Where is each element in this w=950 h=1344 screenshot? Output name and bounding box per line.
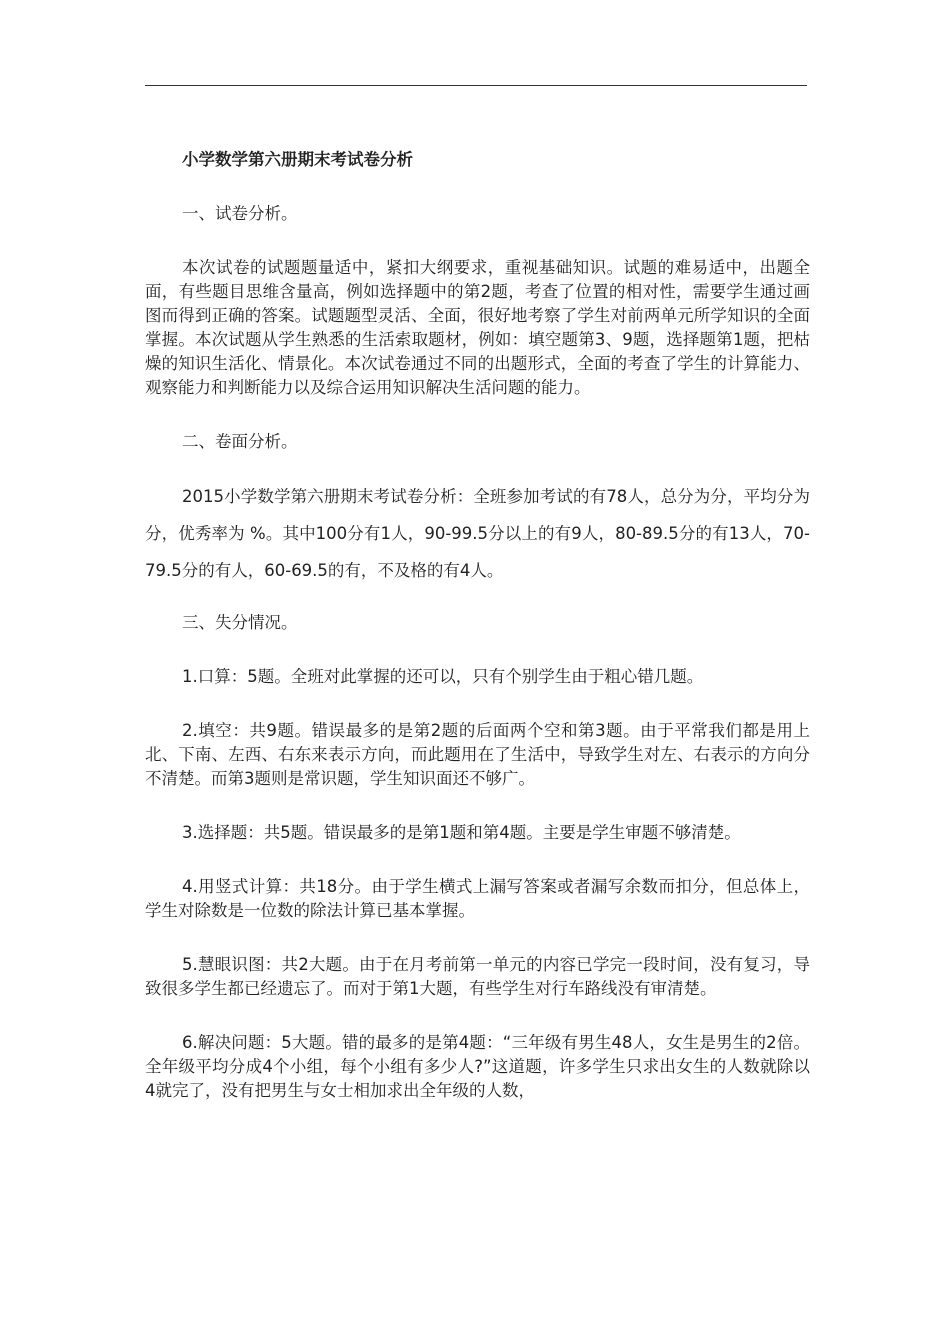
score-analysis-paragraph: 2015小学数学第六册期末考试卷分析：全班参加考试的有78人，总分为分，平均分为 分，优秀率为 %。其中100分有1人，90-99.5分以上的有9人，80-89.5分的有13人，70-79.5分的有人，60-69.5的有，不及格的有4人。	[145, 487, 810, 580]
header-rule	[145, 85, 807, 86]
paper-analysis-paragraph: 本次试卷的试题题量适中，紧扣大纲要求，重视基础知识。试题的难易适中，出题全面，有些题目思维含量高，例如选择题中的第2题，考查了位置的相对性，需要学生通过画图而得到正确的答案。试题题型灵活、全面，很好地考察了学生对前两单元所学知识的全面掌握。本次试题从学生熟悉的生活索取题材，例如：填空题第3、9题，选择题第1题，把枯燥的知识生活化、情景化。本次试卷通过不同的出题形式，全面的考查了学生的计算能力、观察能力和判断能力以及综合运用知识解决生活问题的能力。	[145, 258, 810, 397]
lost-points-item-picture-reading: 5.慧眼识图：共2大题。由于在月考前第一单元的内容已学完一段时间，没有复习，导致很多学生都已经遗忘了。而对于第1大题，有些学生对行车路线没有审清楚。	[145, 955, 810, 998]
lost-points-item-vertical-calc: 4.用竖式计算：共18分。由于学生横式上漏写答案或者漏写余数而扣分，但总体上，学生对除数是一位数的除法计算已基本掌握。	[145, 877, 810, 920]
document-body	[145, 148, 810, 1133]
lost-points-item-fill-blank: 2.填空：共9题。错误最多的是第2题的后面两个空和第3题。由于平常我们都是用上北、下南、左西、右东来表示方向，而此题用在了生活中，导致学生对左、右表示的方向分不清楚。而第3题则是常识题，学生知识面还不够广。	[145, 721, 810, 788]
lost-points-item-problem-solving: 6.解决问题：5大题。错的最多的是第4题：“三年级有男生48人，女生是男生的2倍。全年级平均分成4个小组，每个小组有多少人?”这道题，许多学生只求出女生的人数就除以4就完了，没有把男生与女士相加求出全年级的人数，	[145, 1033, 810, 1100]
document-title: 小学数学第六册期末考试卷分析	[182, 150, 413, 169]
section-heading-lost-points: 三、失分情况。	[182, 613, 298, 632]
lost-points-item-oral-calc: 1.口算：5题。全班对此掌握的还可以，只有个别学生由于粗心错几题。	[182, 667, 704, 686]
lost-points-item-multiple-choice: 3.选择题：共5题。错误最多的是第1题和第4题。主要是学生审题不够清楚。	[182, 823, 741, 842]
section-heading-score-analysis: 二、卷面分析。	[182, 432, 298, 451]
section-heading-paper-analysis: 一、试卷分析。	[182, 204, 298, 223]
